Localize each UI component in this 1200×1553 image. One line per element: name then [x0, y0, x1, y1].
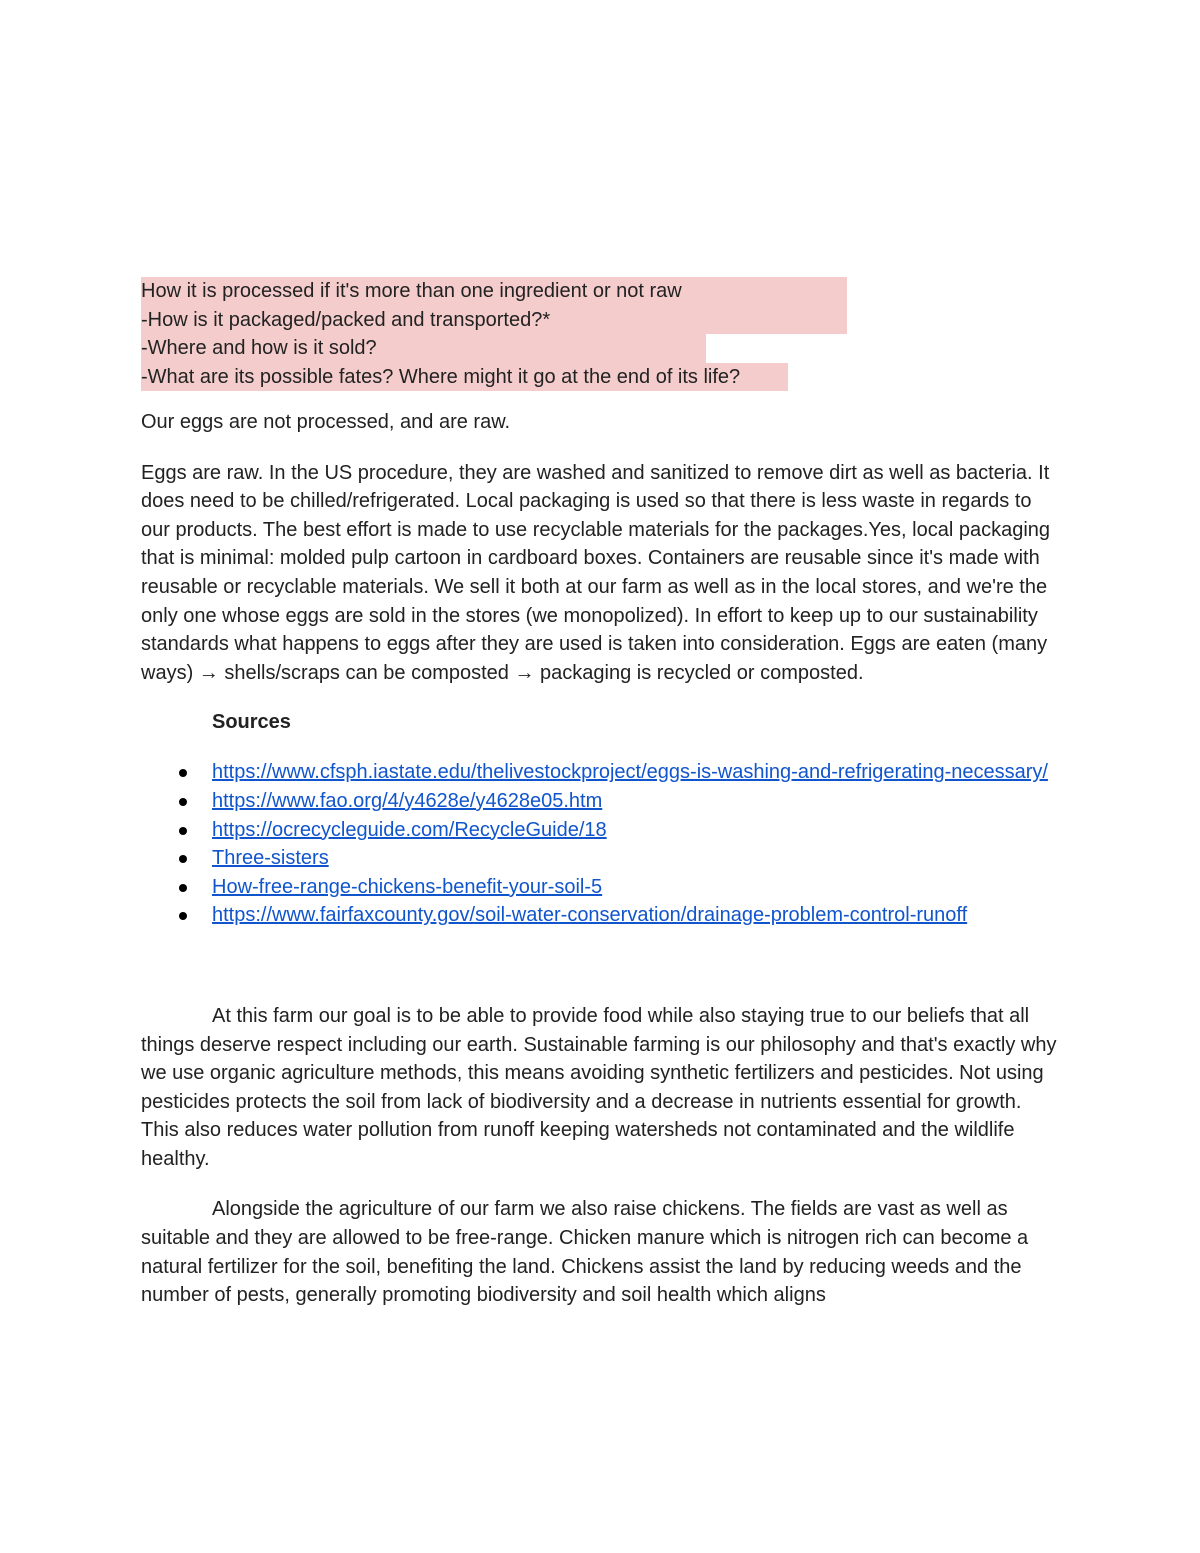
sources-heading: Sources [212, 711, 291, 734]
bullet-icon [179, 884, 187, 892]
question-text: -How is it packaged/packed and transported?* [141, 306, 847, 335]
bullet-icon [179, 827, 187, 835]
question-line-2 [141, 306, 847, 335]
source-link-fairfaxcounty[interactable]: https://www.fairfaxcounty.gov/soil-water-conservation/drainage-problem-control-runoff [212, 904, 968, 927]
source-link-cfsph[interactable]: https://www.cfsph.iastate.edu/thelivestockproject/eggs-is-washing-and-refrigerating-necessary/ [212, 761, 1048, 784]
farm-goal-paragraph: At this farm our goal is to be able to provide food while also staying true to our beliefs that all things deserve respect including our earth. Sustainable farming is our philosophy and that's exactly why we use organic agriculture methods, this means avoiding synthetic fertilizers and pesticides. Not using pesticides protects the soil from lack of biodiversity and a decrease in nutrients essential for growth. This also reduces water pollution from runoff keeping watersheds not contaminated and the wildlife healthy. [141, 1004, 1057, 1170]
bullet-icon [179, 769, 187, 777]
document-page [141, 277, 1061, 1310]
source-item [141, 844, 1061, 873]
eggs-summary-paragraph: Our eggs are not processed, and are raw. [141, 411, 511, 433]
chickens-paragraph: Alongside the agriculture of our farm we also raise chickens. The fields are vast as well as suitable and they are allowed to be free-range. Chicken manure which is nitrogen rich can become a natural fertilizer for the soil, benefiting the land. Chickens assist the land by reducing weeds and the number of pests, generally promoting biodiversity and soil health which aligns [141, 1198, 1029, 1307]
source-item [141, 901, 1061, 930]
question-text: How it is processed if it's more than one ingredient or not raw [141, 277, 847, 306]
source-link-three-sisters[interactable]: Three-sisters [212, 847, 329, 870]
source-item [141, 787, 1061, 816]
bullet-icon [179, 912, 187, 920]
source-item [141, 873, 1061, 902]
source-link-fao[interactable]: https://www.fao.org/4/y4628e/y4628e05.htm [212, 789, 603, 812]
source-item [141, 758, 1061, 787]
question-text: -What are its possible fates? Where might it go at the end of its life? [141, 363, 788, 392]
question-line-1 [141, 277, 847, 306]
source-link-free-range-chickens[interactable]: How-free-range-chickens-benefit-your-soil-5 [212, 875, 603, 898]
bullet-icon [179, 798, 187, 806]
question-line-3 [141, 334, 706, 363]
question-block [141, 277, 1061, 391]
source-item [141, 816, 1061, 845]
eggs-detail-paragraph: Eggs are raw. In the US procedure, they are washed and sanitized to remove dirt as well as bacteria. It does need to be chilled/refrigerated. Local packaging is used so that there is less waste in regards to our products. The best effort is made to use recyclable materials for the packages.Yes, local packaging that is minimal: molded pulp cartoon in cardboard boxes. Containers are reusable since it's made with reusable or recyclable materials. We sell it both at our farm as well as in the local stores, and we're the only one whose eggs are sold in the stores (we monopolized). In effort to keep up to our sustainability standards what happens to eggs after they are used is taken into consideration. Eggs are eaten (many ways) → shells/scraps can be composted → packaging is recycled or composted. [141, 461, 1051, 684]
question-line-4 [141, 363, 788, 392]
source-link-ocrecycleguide[interactable]: https://ocrecycleguide.com/RecycleGuide/18 [212, 818, 607, 841]
bullet-icon [179, 855, 187, 863]
question-text: -Where and how is it sold? [141, 334, 706, 363]
sources-list [141, 758, 1061, 930]
